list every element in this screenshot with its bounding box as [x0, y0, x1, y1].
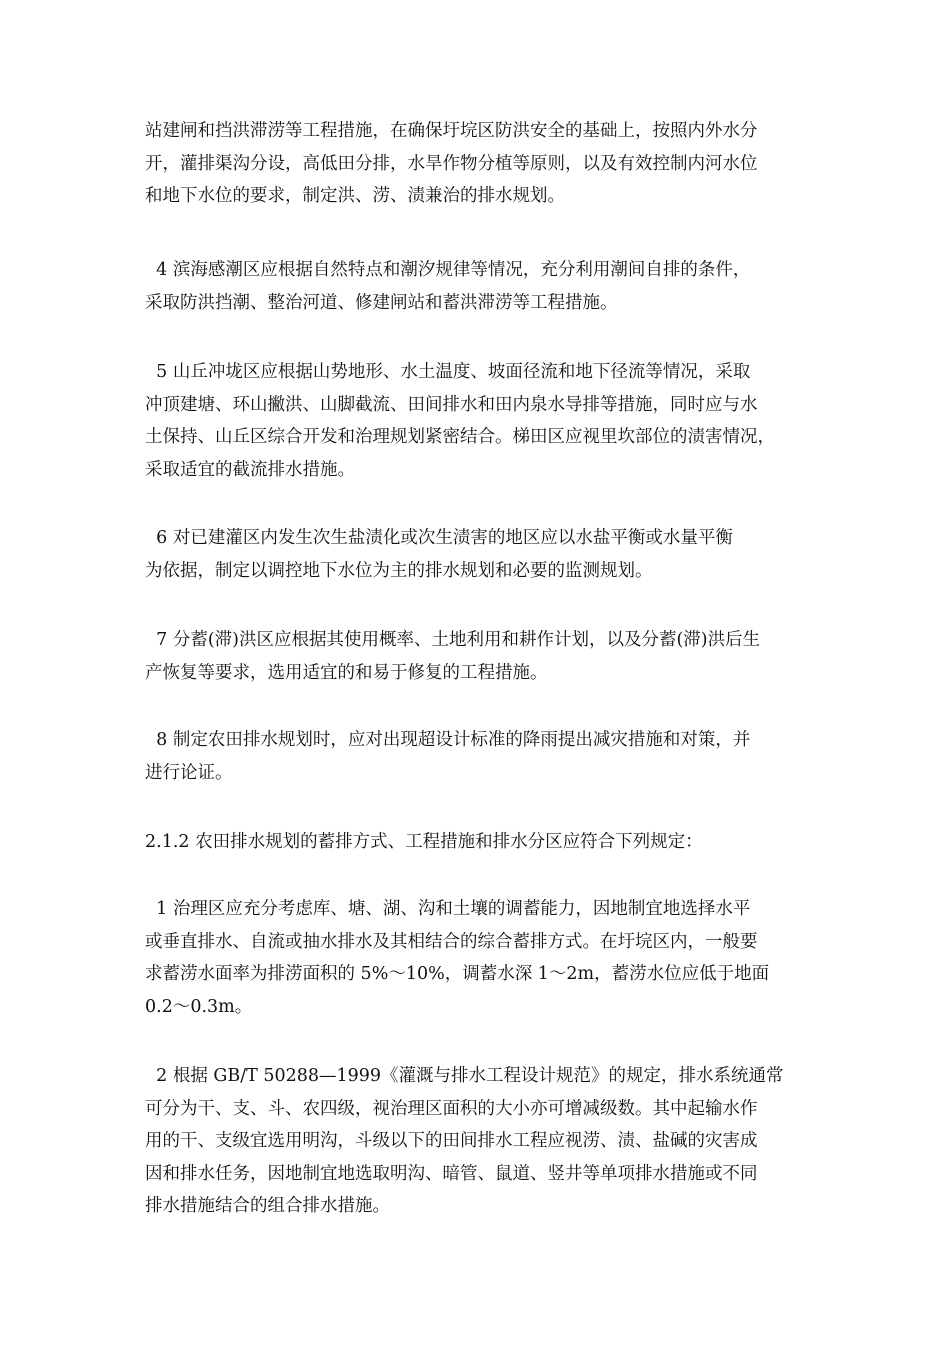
text-line: 6 对已建灌区内发生次生盐渍化或次生渍害的地区应以水盐平衡或水量平衡 — [145, 528, 733, 548]
paragraph-item-6 — [145, 522, 815, 587]
text-line: 求蓄涝水面率为排涝面积的 5%～10%，调蓄水深 1～2m，蓄涝水位应低于地面 — [145, 964, 770, 984]
text-line: 采取适宜的截流排水措施。 — [145, 459, 355, 480]
text-line: 因和排水任务，因地制宜地选取明沟、暗管、鼠道、竖井等单项排水措施或不同 — [145, 1163, 758, 1184]
section-heading-2-1-2 — [145, 826, 815, 859]
paragraph-item-4 — [145, 254, 815, 319]
text-line: 土保持、山丘区综合开发和治理规划紧密结合。梯田区应视里坎部位的渍害情况， — [145, 427, 775, 447]
text-line: 为依据，制定以调控地下水位为主的排水规划和必要的监测规划。 — [145, 560, 653, 581]
text-line: 采取防洪挡潮、整治河道、修建闸站和蓄洪滞涝等工程措施。 — [145, 292, 618, 313]
text-line: 或垂直排水、自流或抽水排水及其相结合的综合蓄排方式。在圩垸区内，一般要 — [145, 931, 758, 952]
text-line: 2 根据 GB/T 50288—1999《灌溉与排水工程设计规范》的规定，排水系统通常 — [145, 1066, 784, 1086]
text-line: 可分为干、支、斗、农四级，视治理区面积的大小亦可增减级数。其中起输水作 — [145, 1098, 758, 1119]
text-line: 和地下水位的要求，制定洪、涝、渍兼治的排水规划。 — [145, 186, 565, 206]
paragraph-item-2 — [145, 1060, 815, 1223]
paragraph-item-5 — [145, 356, 815, 486]
text-line: 5 山丘冲垅区应根据山势地形、水土温度、坡面径流和地下径流等情况，采取 — [145, 362, 751, 382]
paragraph-continuation — [145, 115, 815, 213]
text-line: 产恢复等要求，选用适宜的和易于修复的工程措施。 — [145, 662, 548, 683]
paragraph-item-8 — [145, 724, 815, 789]
text-line: 用的干、支级宜选用明沟，斗级以下的田间排水工程应视涝、渍、盐碱的灾害成 — [145, 1131, 758, 1151]
text-line: 进行论证。 — [145, 762, 233, 783]
paragraph-item-7 — [145, 624, 815, 689]
text-line: 1 治理区应充分考虑库、塘、湖、沟和土壤的调蓄能力，因地制宜地选择水平 — [145, 899, 751, 919]
text-line: 排水措施结合的组合排水措施。 — [145, 1196, 390, 1216]
text-line: 2.1.2 农田排水规划的蓄排方式、工程措施和排水分区应符合下列规定： — [145, 832, 703, 852]
text-line: 0.2～0.3m。 — [145, 996, 253, 1017]
paragraph-item-1 — [145, 893, 815, 1023]
text-line: 冲顶建塘、环山撇洪、山脚截流、田间排水和田内泉水导排等措施，同时应与水 — [145, 394, 758, 415]
text-line: 4 滨海感潮区应根据自然特点和潮汐规律等情况，充分利用潮间自排的条件， — [145, 260, 751, 280]
text-line: 8 制定农田排水规划时，应对出现超设计标准的降雨提出减灾措施和对策，并 — [145, 730, 751, 750]
text-line: 站建闸和挡洪滞涝等工程措施，在确保圩垸区防洪安全的基础上，按照内外水分 — [145, 121, 758, 141]
text-line: 7 分蓄(滞)洪区应根据其使用概率、土地利用和耕作计划，以及分蓄(滞)洪后生 — [145, 630, 761, 650]
text-line: 开，灌排渠沟分设，高低田分排，水旱作物分植等原则，以及有效控制内河水位 — [145, 153, 758, 174]
